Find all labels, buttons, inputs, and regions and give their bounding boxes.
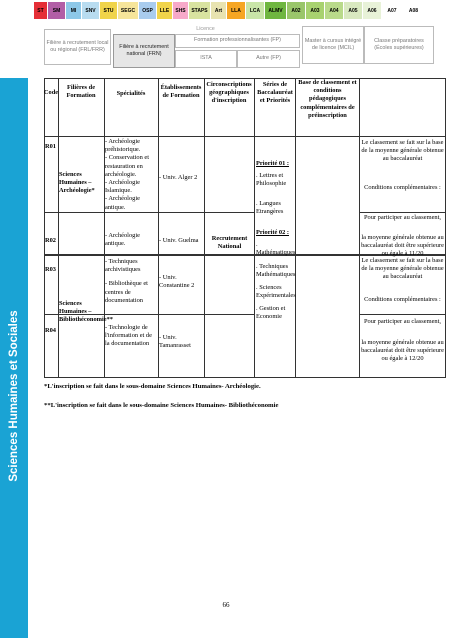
- legend-autre-fp: Autre (FP): [237, 50, 300, 68]
- base-biblio-cond-title: Conditions complémentaires :: [364, 296, 441, 303]
- base-biblio-cond-1: Pour participer au classement,: [363, 318, 441, 325]
- domain-tab-staps[interactable]: STAPS: [189, 2, 211, 19]
- etablissement-r03: - Univ. Constantine 2: [159, 274, 195, 290]
- etablissement-r04: - Univ. Tamanrasset: [159, 334, 191, 350]
- side-band: [0, 78, 28, 638]
- domain-tab-shs[interactable]: SHS: [173, 2, 189, 19]
- domain-tab-st[interactable]: ST: [34, 2, 48, 19]
- etablissement-r01: - Univ. Alger 2: [159, 174, 198, 181]
- legend-mcil: Master à cursus intégré de licence (MCIL): [302, 26, 364, 64]
- legend: [44, 26, 446, 68]
- specialites-r04: - Technologie de l'information et de la documentation: [105, 324, 152, 348]
- base-archeologie-cond-1: Pour participer au classement,: [363, 214, 441, 221]
- footnote-archeologie: *L'inscription se fait dans le sous-domaine Sciences Humaines- Archéologie.: [44, 383, 261, 390]
- domain-tab-a08[interactable]: A08: [403, 2, 425, 19]
- circonscription-value: Recrutement National: [211, 235, 248, 251]
- side-label: Sciences Humaines et Sociales: [8, 310, 20, 482]
- domain-tab-a03[interactable]: A03: [306, 2, 325, 19]
- domain-tab-a02[interactable]: A02: [287, 2, 306, 19]
- priorite-02: Priorité 02 :: [256, 228, 290, 236]
- domain-tab-a07[interactable]: A07: [382, 2, 403, 19]
- domain-tab-segc[interactable]: SEGC: [118, 2, 139, 19]
- legend-classe-prep: Classe préparatoires (Écoles supérieures): [364, 26, 434, 64]
- legend-licence-title: Licence: [111, 26, 300, 34]
- domain-tab-almv[interactable]: ALMV: [265, 2, 287, 19]
- domain-tab-lle[interactable]: LLE: [157, 2, 173, 19]
- base-archeologie-cond-title: Conditions complémentaires :: [364, 184, 441, 191]
- legend-formation-pro: Formation professionnalisantes (FP): [175, 34, 300, 48]
- domain-tab-snv[interactable]: SNV: [82, 2, 100, 19]
- series-priorites: Priorité 01 : . Lettres et Philosophie . Langues Etrangères Priorité 02 : . Mathématiques . Techniques Mathématiques . Sciences Expérimentales . Gestion et Economie: [256, 160, 296, 321]
- filiere-bibliotheconomie: Sciences Humaines – Bibliothéconomie**: [59, 300, 113, 324]
- base-biblio-main: Le classement se fait sur la base de la moyenne générale obtenue au baccalauréat: [361, 257, 444, 281]
- specialites-r02: - Archéologie antique.: [105, 232, 140, 248]
- header-circonscriptions: Circonscriptions géographiques d'inscription: [206, 81, 252, 105]
- footnote-bibliotheconomie: **L'inscription se fait dans le sous-domaine Sciences Humaines- Bibliothéconomie: [44, 402, 279, 409]
- header-code: Code: [43, 89, 59, 96]
- filiere-archeologie: Sciences Humaines – Archéologie*: [59, 171, 95, 195]
- base-archeologie-cond-2: la moyenne générale obtenue au baccalauréat doit être supérieure ou égale à 11/20: [361, 234, 444, 258]
- domain-tab-lla[interactable]: LLA: [227, 2, 246, 19]
- domain-tab-a06[interactable]: A06: [363, 2, 382, 19]
- header-etablissements: Établissements de Formation: [160, 84, 202, 100]
- specialites-r01: - Archéologie préhistorique. - Conservation et restauration en archéologie. - Archéologie Islamique. - Archéologie antique.: [105, 138, 150, 211]
- domain-tab-a04[interactable]: A04: [325, 2, 344, 19]
- domain-tab-osp[interactable]: OSP: [139, 2, 157, 19]
- code-r01: R01: [45, 143, 57, 150]
- header-series: Séries de Baccalauréat et Priorités: [257, 81, 293, 105]
- header-filieres: Filières de Formation: [66, 84, 96, 100]
- specialites-r03: - Techniques archivistiques - Bibliothèque et centres de documentation: [105, 258, 148, 304]
- domain-tab-stu[interactable]: STU: [100, 2, 118, 19]
- legend-frl-frr: Filière à recrutement local ou régional (FRL/FRR): [44, 29, 111, 65]
- base-archeologie-main: Le classement se fait sur la base de la moyenne générale obtenue au baccalauréat: [361, 139, 444, 163]
- domain-tab-bar: [34, 2, 446, 19]
- code-r02: R02: [45, 237, 57, 244]
- legend-ista: ISTA: [175, 50, 237, 68]
- etablissement-r02: - Univ. Guelma: [159, 237, 199, 244]
- domain-tab-lca[interactable]: LCA: [246, 2, 265, 19]
- domain-tab-mi[interactable]: MI: [66, 2, 82, 19]
- header-base: Base de classement et conditions pédagogiques complémentaires de préinscription: [298, 79, 357, 119]
- header-specialites: Spécialités: [116, 90, 146, 97]
- legend-frn: Filière à recrutement national (FRN): [113, 34, 175, 68]
- base-biblio-cond-2: la moyenne générale obtenue au baccalauréat doit être supérieure ou égale à 12/20: [361, 339, 444, 363]
- priorite-01: Priorité 01 :: [256, 160, 290, 167]
- code-r03: R03: [45, 266, 57, 273]
- page-number: 66: [222, 601, 230, 609]
- domain-tab-sm[interactable]: SM: [48, 2, 66, 19]
- domain-tab-art[interactable]: Art: [211, 2, 227, 19]
- domain-tab-a05[interactable]: A05: [344, 2, 363, 19]
- code-r04: R04: [45, 327, 57, 334]
